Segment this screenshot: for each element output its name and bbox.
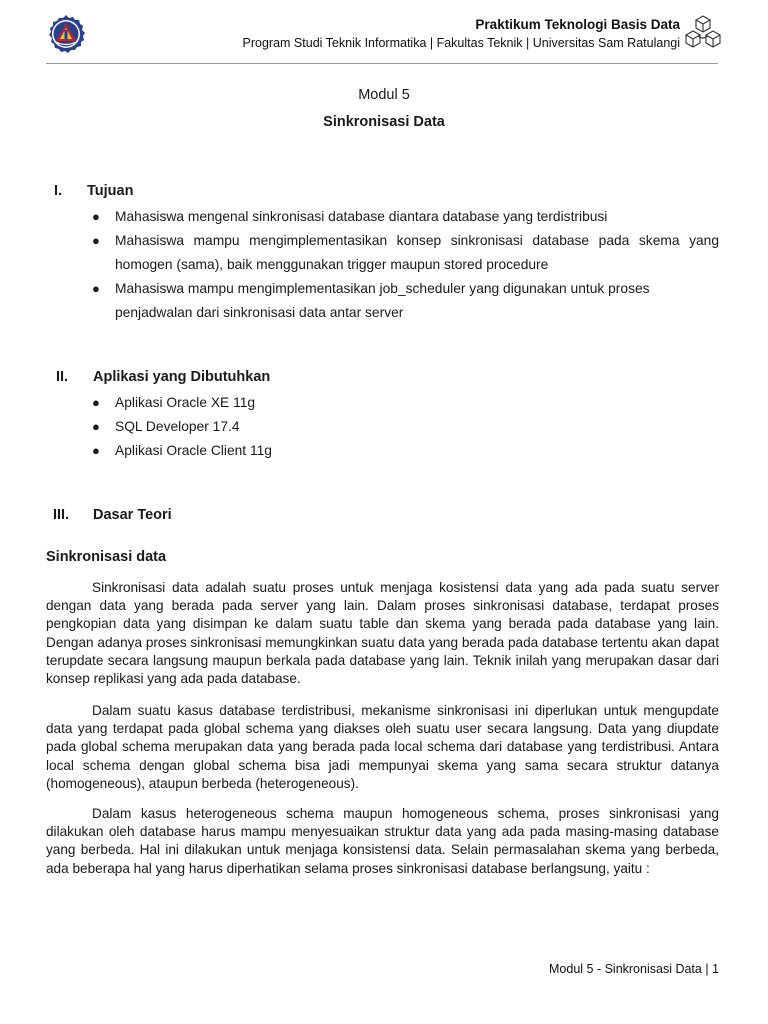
section-title: Tujuan [87,183,134,199]
tujuan-list [92,205,719,325]
section-number: I. [54,183,63,199]
list-item: ● Aplikasi Oracle Client 11g [92,439,719,463]
aplikasi-list [92,391,719,463]
bullet-icon: ● [92,419,100,434]
list-item: ● Mahasiswa mampu mengimplementasikan job_scheduler yang digunakan untuk proses penjadwalan dari sinkronisasi data antar server [92,277,719,325]
header-divider [46,63,718,64]
bullet-icon: ● [92,395,100,410]
bullet-icon: ● [92,281,100,296]
list-item: ● SQL Developer 17.4 [92,415,719,439]
university-seal-icon [46,14,86,54]
section-number: III. [53,507,70,523]
bullet-icon: ● [92,443,100,458]
paragraph: Dalam suatu kasus database terdistribusi, mekanisme sinkronisasi ini diperlukan untuk mengupdate data yang terdapat pada global schema yang diakses oleh suatu user secara langsung. Data yang diupdate pada global schema merupakan data yang berada pada local schema dari database yang terdistribusi. Antara local schema dengan global schema bisa jadi mempunyai skema yang sama secara struktur datanya (homogeneous), ataupun berbeda (heterogeneous). [46,703,719,791]
bullet-icon: ● [92,233,100,248]
document-title: Sinkronisasi Data [323,114,445,130]
section-title: Dasar Teori [93,507,172,523]
list-item: ● Mahasiswa mengenal sinkronisasi database diantara database yang terdistribusi [92,205,719,229]
list-item: ● Mahasiswa mampu mengimplementasikan konsep sinkronisasi database pada skema yang homogen (sama), baik menggunakan trigger maupun stored procedure [92,229,719,277]
section-number: II. [56,369,69,385]
database-cubes-icon [684,14,722,50]
module-label: Modul 5 [358,87,410,103]
page-footer: Modul 5 - Sinkronisasi Data | 1 [549,962,719,976]
section-title: Aplikasi yang Dibutuhkan [93,369,271,385]
header-title: Praktikum Teknologi Basis Data [475,17,680,32]
subheading-sinkronisasi-data: Sinkronisasi data [46,549,167,565]
bullet-icon: ● [92,209,100,224]
paragraph: Dalam kasus heterogeneous schema maupun homogeneous schema, proses sinkronisasi yang dilakukan oleh database harus mampu menyesuaikan struktur data yang ada pada masing-masing database yang berbeda. Hal ini dilakukan untuk menjaga konsistensi data. Selain permasalahan skema yang berbeda, ada beberapa hal yang harus diperhatikan selama proses sinkronisasi database berlangsung, yaitu : [46,806,719,876]
list-item: ● Aplikasi Oracle XE 11g [92,391,719,415]
header-subtitle: Program Studi Teknik Informatika | Fakultas Teknik | Universitas Sam Ratulangi [242,36,680,50]
paragraph: Sinkronisasi data adalah suatu proses untuk menjaga kosistensi data yang ada pada suatu server dengan data yang berada pada server yang lain. Dalam proses sinkronisasi database, terdapat proses pengkopian data yang disimpan ke dalam suatu table dan skema yang berada pada database yang lain. Dengan adanya proses sinkronisasi memungkinkan suatu data yang berada pada database tertentu akan dapat terupdate secara langsung maupun berkala pada database yang lain. Teknik inilah yang merupakan dasar dari konsep replikasi yang ada pada database. [46,580,719,687]
